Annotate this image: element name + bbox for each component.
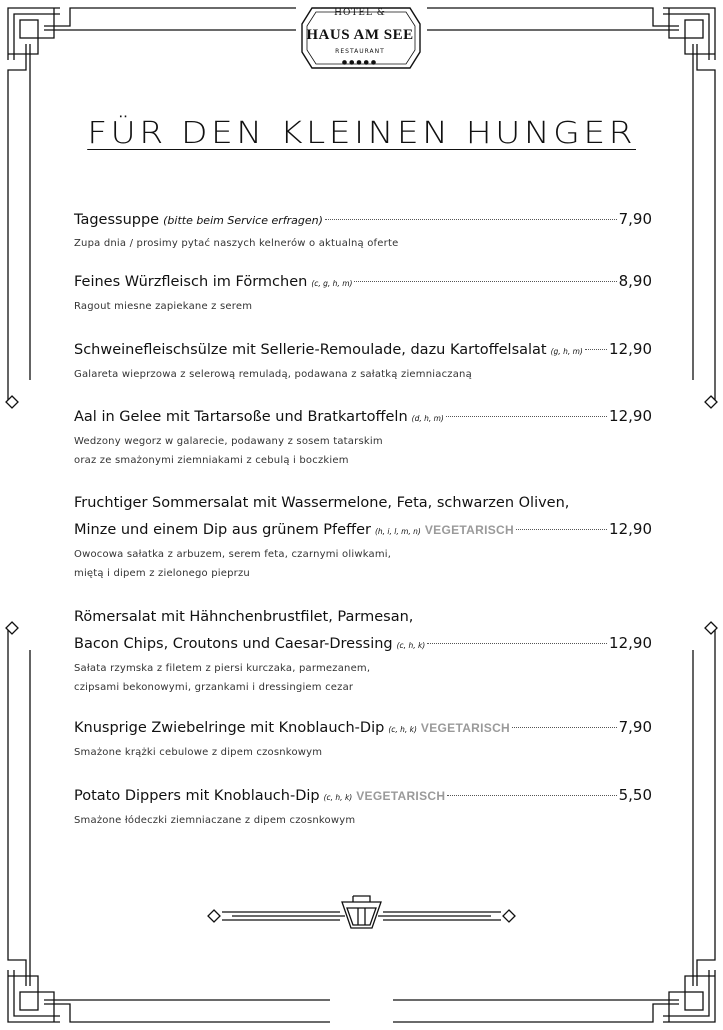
item-description: Wedzony wegorz w galarecie, podawany z sosem tatarskim: [74, 436, 383, 447]
item-description: Zupa dnia / prosimy pytać naszych kelnerów o aktualną oferte: [74, 238, 399, 249]
menu-item-line: [74, 490, 652, 516]
logo-dots: ●●●●●: [341, 59, 379, 66]
logo: [296, 4, 424, 74]
menu-item-line: [74, 403, 652, 432]
dot-leader: [325, 219, 617, 220]
menu-item-line: [74, 336, 652, 365]
item-name: Tagessuppe: [74, 212, 160, 228]
dot-leader: [585, 349, 607, 350]
item-name: Bacon Chips, Croutons und Caesar-Dressing: [74, 636, 393, 652]
item-price: 12,90: [609, 407, 652, 425]
vegetarian-badge: VEGETARISCH: [424, 523, 514, 537]
menu-item-line: [74, 604, 652, 630]
menu-item: [74, 782, 652, 830]
item-price: 12,90: [609, 634, 652, 652]
menu-item: [74, 403, 652, 470]
item-price: 12,90: [609, 340, 652, 358]
item-price: 12,90: [609, 520, 652, 538]
menu-item: [74, 604, 652, 697]
menu-item: [74, 206, 652, 253]
menu-item-line: [74, 268, 652, 297]
item-allergens: (h, i, l, m, n): [374, 527, 421, 536]
item-description: oraz ze smażonymi ziemniakami z cebulą i boczkiem: [74, 455, 349, 466]
item-allergens: (g, h, m): [550, 347, 583, 356]
vegetarian-badge: VEGETARISCH: [356, 789, 446, 803]
item-description: Smażone krążki cebulowe z dipem czosnkowym: [74, 747, 323, 758]
item-allergens: (c, h, k): [396, 641, 426, 650]
dot-leader: [516, 529, 607, 530]
item-name: Knusprige Zwiebelringe mit Knoblauch-Dip: [74, 720, 385, 736]
item-description: Smażone łódeczki ziemniaczane z dipem czosnkowym: [74, 815, 356, 826]
item-description: Sałata rzymska z filetem z piersi kurczaka, parmezanem,: [74, 663, 371, 674]
item-price: 5,50: [618, 786, 652, 804]
item-name: Minze und einem Dip aus grünem Pfeffer: [74, 522, 371, 538]
item-name: Schweinefleischsülze mit Sellerie-Remoulade, dazu Kartoffelsalat: [74, 342, 547, 358]
menu-item: [74, 714, 652, 762]
item-description: Galareta wieprzowa z selerową remuladą, podawana z sałatką ziemniaczaną: [74, 369, 472, 380]
item-description: miętą i dipem z zielonego pieprzu: [74, 568, 250, 579]
logo-hotel-text: HOTEL &: [334, 8, 386, 18]
vegetarian-badge: VEGETARISCH: [420, 721, 511, 735]
item-hint: (bitte beim Service erfragen): [163, 214, 323, 227]
item-allergens: (c, g, h, m): [311, 279, 353, 288]
heading-text: FÜR DEN KLEINEN HUNGER: [87, 116, 636, 151]
dot-leader: [447, 795, 616, 796]
dot-leader: [512, 727, 617, 728]
menu-item-line: [74, 516, 652, 545]
dot-leader: [354, 281, 616, 282]
item-name: Potato Dippers mit Knoblauch-Dip: [74, 788, 320, 804]
logo-name: HAUS AM SEE: [306, 27, 414, 43]
item-description: czipsami bekonowymi, grzankami i dressingiem cezar: [74, 682, 354, 693]
item-description: Ragout miesne zapiekane z serem: [74, 301, 253, 312]
menu-item: [74, 336, 652, 384]
menu-item-line: [74, 630, 652, 659]
logo-restaurant-text: RESTAURANT: [335, 48, 385, 55]
item-name: Aal in Gelee mit Tartarsoße und Bratkartoffeln: [74, 409, 408, 425]
dot-leader: [446, 416, 607, 417]
item-price: 8,90: [618, 272, 652, 290]
item-name: Fruchtiger Sommersalat mit Wassermelone, Feta, schwarzen Oliven,: [74, 495, 570, 511]
item-allergens: (c, h, k): [323, 793, 353, 802]
menu-item-line: [74, 782, 652, 811]
menu-item: [74, 268, 652, 316]
page-heading: [0, 116, 723, 151]
menu-item-line: [74, 206, 652, 234]
item-allergens: (c, h, k): [388, 725, 417, 734]
menu-item-line: [74, 714, 652, 743]
item-price: 7,90: [618, 718, 652, 736]
item-description: Owocowa sałatka z arbuzem, serem feta, czarnymi oliwkami,: [74, 549, 392, 560]
dot-leader: [427, 643, 607, 644]
item-allergens: (d, h, m): [411, 414, 444, 423]
item-name: Römersalat mit Hähnchenbrustfilet, Parmesan,: [74, 609, 414, 625]
item-price: 7,90: [618, 210, 652, 228]
menu-item: [74, 490, 652, 583]
item-name: Feines Würzfleisch im Förmchen: [74, 274, 308, 290]
